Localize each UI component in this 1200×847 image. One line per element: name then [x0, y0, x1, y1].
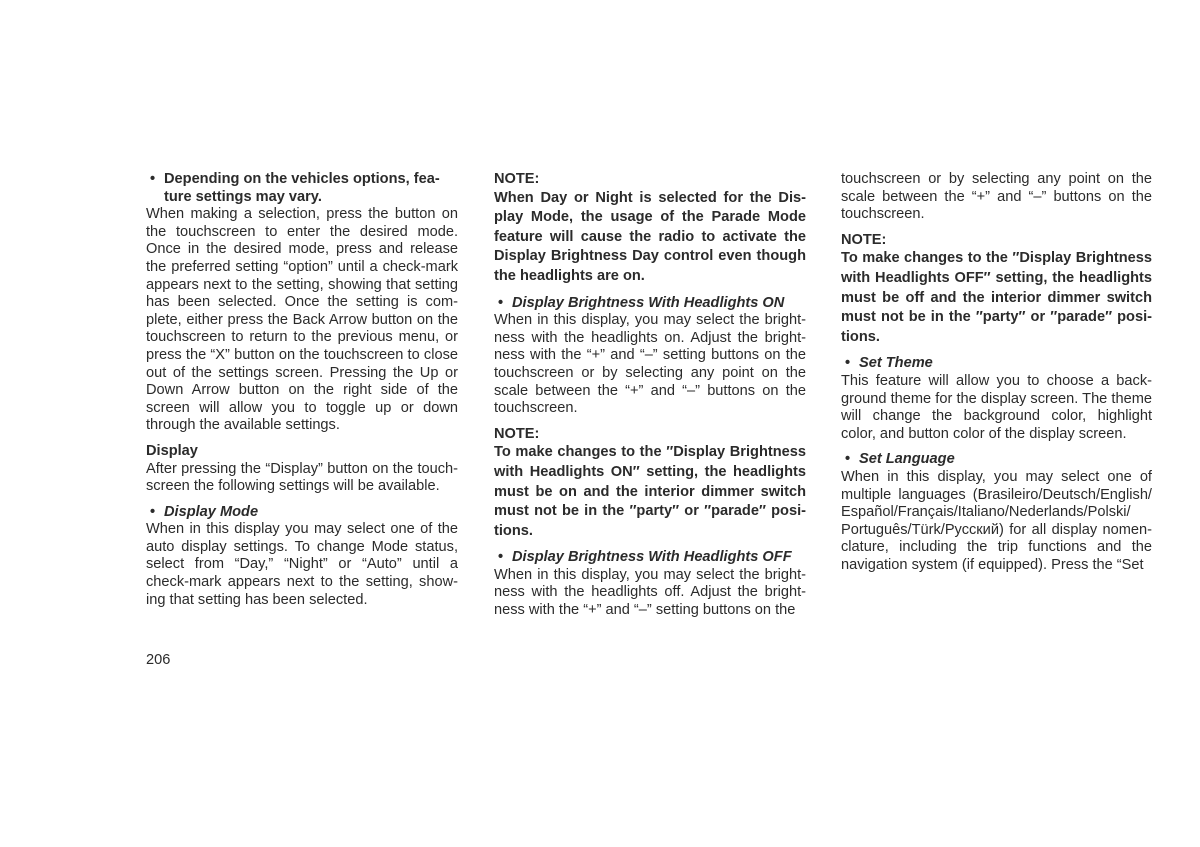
note-label: NOTE: [841, 231, 887, 248]
subheading-brightness-off [494, 549, 806, 567]
bullet-dot: • [845, 451, 851, 468]
note-label: NOTE: [494, 425, 540, 442]
bullet-vehicle-options [146, 171, 458, 206]
subheading-text: Set Theme [859, 355, 933, 372]
bullet-dot: • [845, 355, 851, 372]
paragraph-brightness-on: When in this display, you may select the bright-ness with the headlights on. Adjust the bright-ness with the “+” and “–” setting buttons on the touchscreen or by selecting any point on the scale between the “+” and “–” buttons on the touchscreen. [494, 312, 806, 417]
section-heading-display: Display [146, 442, 198, 459]
subheading-display-mode [146, 504, 458, 522]
page-number: 206 [146, 652, 171, 668]
column-middle [494, 171, 806, 628]
paragraph-set-language: When in this display, you may select one of multiple languages (Brasileiro/Deutsch/English/ Español/Français/Italiano/Nederlands/Polski/ Português/Türk/Русский) for all display nomen-clature, including the trip functions and the navigation system (if equipped). Press the “Set [841, 468, 1152, 573]
paragraph-set-theme: This feature will allow you to choose a back-ground theme for the display screen. The theme will change the background color, highlight color, and button color of the display screen. [841, 372, 1152, 442]
subheading-text: Display Brightness With Headlights ON [512, 294, 785, 311]
paragraph-making-selection: When making a selection, press the button on the touchscreen to enter the desired mode. Once in the desired mode, press and release the preferred setting “option” until a check-mark appears next to the setting, showing that setting has been selected. Once the setting is com-plete, either press the Back Arrow button on the touchscreen to return to the previous menu, or press the “X” button on the touchscreen to close out of the settings screen. Pressing the Up or Down Arrow button on the right side of the screen will allow you to toggle up or down through the available settings. [146, 206, 458, 434]
bullet-dot: • [150, 503, 156, 520]
paragraph-continued: touchscreen or by selecting any point on the scale between the “+” and “–” buttons on the touchscreen. [841, 171, 1152, 223]
subheading-text: Set Language [859, 451, 955, 468]
bullet-text: Depending on the vehicles options, fea- ture settings may vary. [164, 171, 440, 205]
paragraph-display-mode: When in this display you may select one of the auto display settings. To change Mode status, select from “Day,” “Night” or “Auto” until a check-mark appears next to the setting, show-ing that setting has been selected. [146, 521, 458, 608]
subheading-set-theme [841, 355, 1152, 373]
note-brightness-on: To make changes to the ″Display Brightness with Headlights ON″ setting, the headlights must be on and the interior dimmer switch must not be in the ″party″ or ″parade″ posi-tions. [494, 444, 806, 539]
subheading-text: Display Brightness With Headlights OFF [512, 549, 792, 566]
subheading-brightness-on [494, 295, 806, 313]
paragraph-display-intro: After pressing the “Display” button on the touch-screen the following settings will be available. [146, 460, 458, 495]
note-parade-mode: When Day or Night is selected for the Dis-play Mode, the usage of the Parade Mode feature will cause the radio to activate the Display Brightness Day control even though the headlights are on. [494, 189, 806, 284]
column-right [841, 171, 1152, 582]
bullet-dot: • [498, 294, 504, 311]
subheading-text: Display Mode [164, 503, 259, 520]
paragraph-brightness-off: When in this display, you may select the bright-ness with the headlights off. Adjust the bright-ness with the “+” and “–” setting buttons on the [494, 566, 806, 619]
note-label: NOTE: [494, 171, 540, 187]
subheading-set-language [841, 451, 1152, 469]
bullet-dot: • [150, 171, 156, 187]
note-brightness-off: To make changes to the ″Display Brightness with Headlights OFF″ setting, the headlights must be off and the interior dimmer switch must not be in the ″party″ or ″parade″ posi-tions. [841, 250, 1152, 345]
bullet-dot: • [498, 549, 504, 566]
column-left [146, 171, 458, 617]
